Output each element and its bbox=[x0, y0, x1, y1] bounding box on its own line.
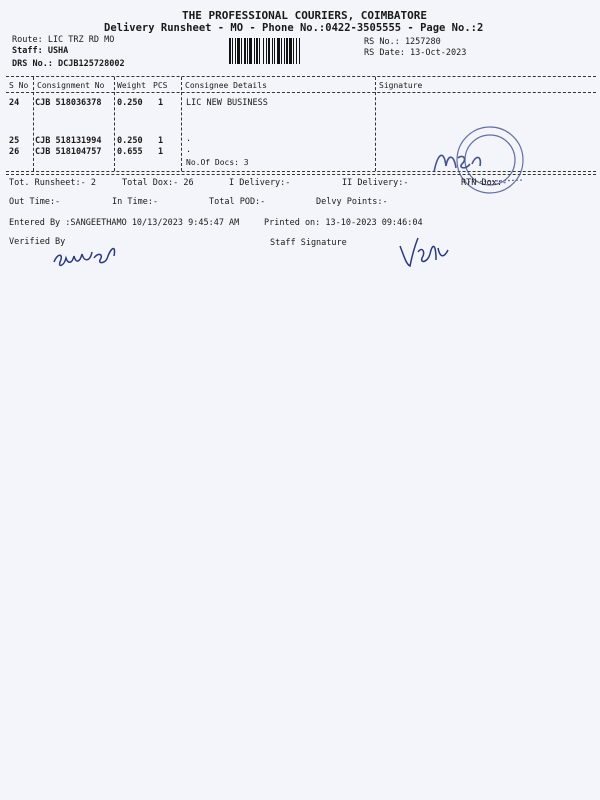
row-sno: 26 bbox=[9, 147, 20, 157]
total-dox: Total Dox:- 26 bbox=[122, 178, 194, 188]
row-consignment: CJB 518036378 bbox=[35, 98, 102, 108]
runsheet-title: Delivery Runsheet - MO - Phone No.:0422-3505555 - Page No.:2 bbox=[104, 22, 484, 34]
row-details: . bbox=[186, 134, 192, 144]
rs-number: RS No.: 1257280 bbox=[364, 37, 441, 47]
row-sno: 24 bbox=[9, 98, 20, 108]
route-label: Route: LIC TRZ RD MO bbox=[12, 35, 115, 45]
total-pod: Total POD:- bbox=[209, 197, 266, 207]
col-divider-3 bbox=[181, 77, 182, 171]
row-weight: 0.655 bbox=[117, 147, 143, 157]
no-of-docs: No.Of Docs: 3 bbox=[186, 158, 249, 167]
row-pcs: 1 bbox=[158, 136, 164, 146]
col-header-pcs: PCS bbox=[153, 81, 168, 90]
col-header-consignment: Consignment No bbox=[37, 81, 105, 90]
col-divider-1 bbox=[33, 77, 34, 171]
total-runsheet: Tot. Runsheet:- 2 bbox=[9, 178, 96, 188]
row-sno: 25 bbox=[9, 136, 20, 146]
row-details: LIC NEW BUSINESS bbox=[186, 98, 268, 108]
table-top-rule bbox=[6, 76, 596, 77]
barcode-icon bbox=[228, 38, 356, 64]
first-delivery: I Delivery:- bbox=[229, 178, 291, 188]
col-divider-2 bbox=[114, 77, 115, 171]
col-header-sno: S No bbox=[9, 81, 29, 90]
rtn-dox: RTN Dox:- bbox=[461, 178, 508, 188]
col-header-weight: Weight bbox=[117, 81, 146, 90]
staff-signature bbox=[396, 232, 456, 272]
stamp-seal-icon bbox=[424, 124, 528, 200]
rs-date: RS Date: 13-Oct-2023 bbox=[364, 48, 467, 58]
row-consignment: CJB 518131994 bbox=[35, 136, 102, 146]
col-divider-4 bbox=[375, 77, 376, 171]
verified-by-label: Verified By bbox=[9, 237, 66, 247]
company-name: THE PROFESSIONAL COURIERS, COIMBATORE bbox=[182, 9, 428, 22]
printed-on: Printed on: 13-10-2023 09:46:04 bbox=[264, 218, 423, 228]
out-time: Out Time:- bbox=[9, 197, 61, 207]
row-weight: 0.250 bbox=[117, 136, 143, 146]
entered-by: Entered By :SANGEETHAMO 10/13/2023 9:45:47 AM bbox=[9, 218, 240, 228]
row-consignment: CJB 518104757 bbox=[35, 147, 102, 157]
row-pcs: 1 bbox=[158, 98, 164, 108]
drs-number: DRS No.: DCJB125728002 bbox=[12, 59, 125, 69]
delvy-points: Delvy Points:- bbox=[316, 197, 388, 207]
staff-signature-label: Staff Signature bbox=[270, 238, 347, 248]
verified-signature bbox=[50, 240, 130, 272]
row-pcs: 1 bbox=[158, 147, 164, 157]
col-header-signature: Signature bbox=[379, 81, 423, 90]
second-delivery: II Delivery:- bbox=[342, 178, 409, 188]
staff-label: Staff: USHA bbox=[12, 46, 69, 56]
row-weight: 0.250 bbox=[117, 98, 143, 108]
col-header-consignee: Consignee Details bbox=[185, 81, 267, 90]
in-time: In Time:- bbox=[112, 197, 159, 207]
table-header-rule bbox=[6, 92, 596, 93]
row-details: . bbox=[186, 145, 192, 155]
